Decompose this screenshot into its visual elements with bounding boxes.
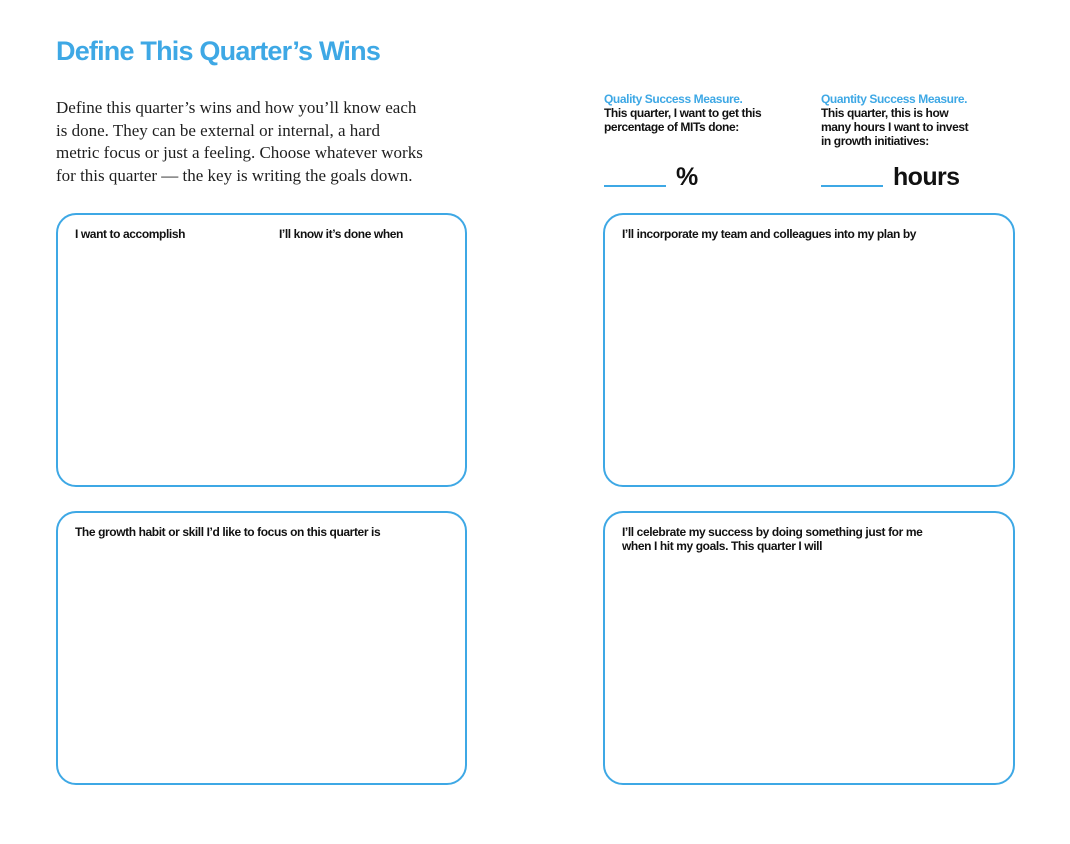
quantity-answer-field[interactable] [821,160,959,192]
accomplish-writing-box[interactable] [56,213,467,487]
celebrate-writing-box[interactable] [603,511,1015,785]
celebrate-label [622,525,922,553]
intro-line: metric focus or just a feeling. Choose whatever works [56,143,423,162]
quality-answer-field[interactable] [604,160,698,192]
hours-unit: hours [893,163,960,191]
quality-measure-heading: Quality Success Measure. [604,92,743,106]
quantity-measure-text: This quarter, this is how [821,106,949,120]
team-writing-box[interactable] [603,213,1015,487]
intro-line: for this quarter — the key is writing the goals down. [56,165,413,185]
quality-measure-text: percentage of MITs done: [604,120,739,134]
quantity-measure-heading: Quantity Success Measure. [821,92,968,106]
page-title: Define This Quarter’s Wins [56,36,381,66]
quality-measure-text: This quarter, I want to get this [604,106,762,120]
percentage-blank-line[interactable] [604,185,666,187]
quality-success-measure [604,92,761,134]
quantity-measure-text: in growth initiatives: [821,134,929,148]
hours-blank-line[interactable] [821,185,883,187]
intro-line: Define this quarter’s wins and how you’ll know each [56,98,417,117]
celebrate-label-line: when I hit my goals. This quarter I will [622,539,823,553]
team-label: I’ll incorporate my team and colleagues into my plan by [622,227,917,241]
celebrate-label-line: I’ll celebrate my success by doing something just for me [622,525,923,539]
intro-paragraph [56,97,456,187]
growth-habit-writing-box[interactable] [56,511,467,785]
accomplish-label: I want to accomplish [75,227,186,241]
done-when-label: I’ll know it’s done when [279,227,403,241]
quantity-measure-text: many hours I want to invest [821,120,969,134]
growth-habit-label: The growth habit or skill I’d like to focus on this quarter is [75,525,381,539]
quantity-success-measure [821,92,968,148]
intro-line: is done. They can be external or internal, a hard [56,120,380,140]
percent-unit: % [676,163,698,191]
